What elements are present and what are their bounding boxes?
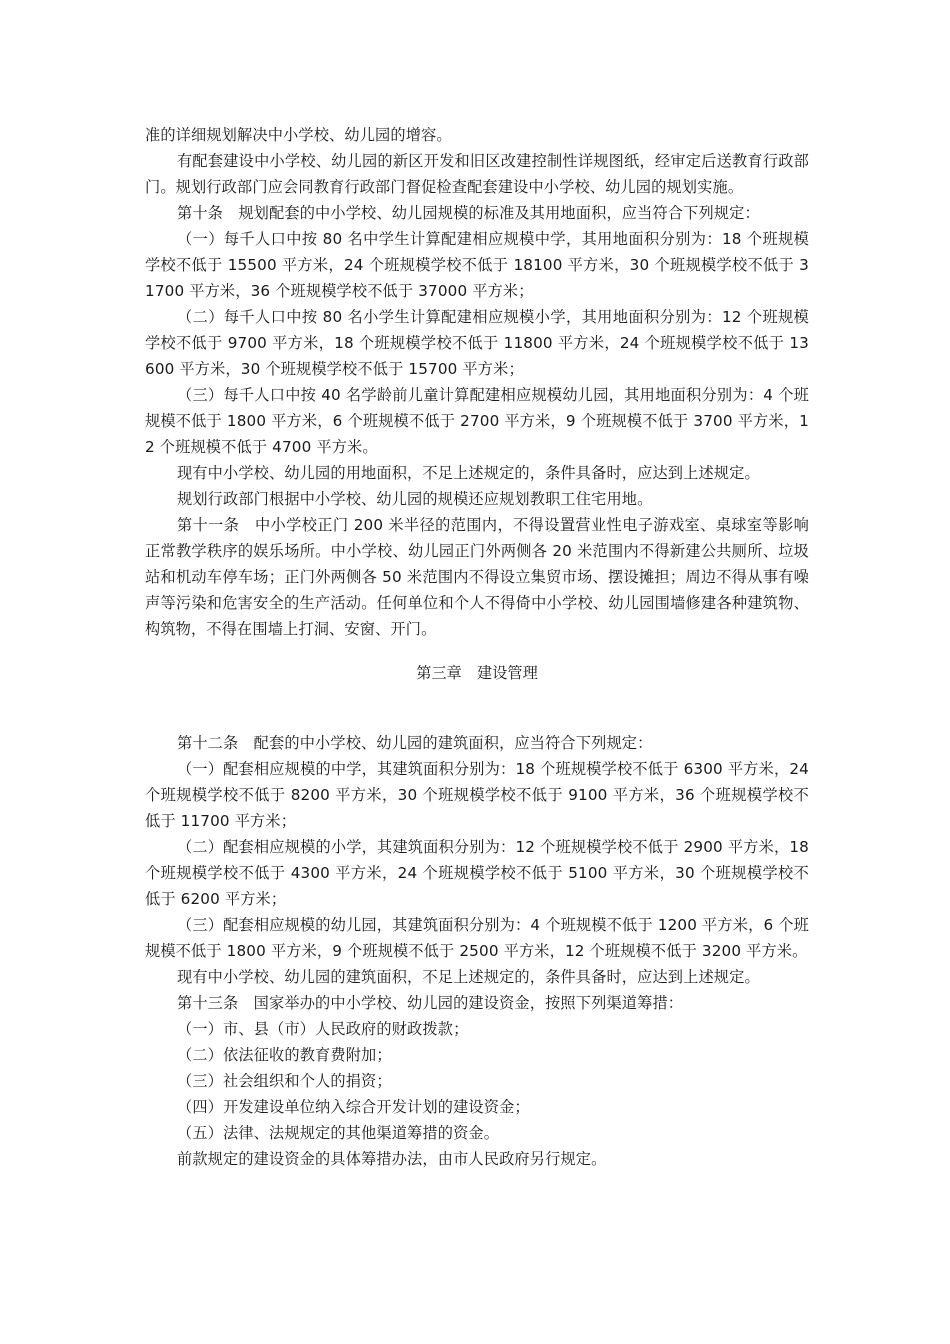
paragraph-existing-land: 现有中小学校、幼儿园的用地面积，不足上述规定的，条件具备时，应达到上述规定。 [177, 464, 760, 482]
article-10-item-1: （一）每千人口中按 80 名中学生计算配建相应规模中学，其用地面积分别为：18 个班规模学校不低于 15500 平方米，24 个班规模学校不低于 18100 平方米，30 个班规模学校不低于 31700 平方米，36 个班规模学校不低于 37000 平方米； [145, 230, 809, 300]
paragraph-existing-building: 现有中小学校、幼儿园的建筑面积，不足上述规定的，条件具备时，应达到上述规定。 [177, 968, 760, 986]
spacer [145, 686, 809, 730]
paragraph-staff-housing: 规划行政部门根据中小学校、幼儿园的规模还应规划教职工住宅用地。 [177, 490, 653, 508]
article-13-item-5: （五）法律、法规规定的其他渠道筹措的资金。 [177, 1124, 500, 1142]
chapter-heading: 第三章 建设管理 [416, 664, 538, 682]
article-10-title: 第十条 规划配套的中小学校、幼儿园规模的标准及其用地面积，应当符合下列规定： [177, 204, 760, 222]
article-10-item-2: （二）每千人口中按 80 名小学生计算配建相应规模小学，其用地面积分别为：12 个班规模学校不低于 9700 平方米，18 个班规模学校不低于 11800 平方米，24 个班规模学校不低于 13600 平方米，30 个班规模学校不低于 15700 平方米； [145, 308, 809, 378]
article-12-item-3: （三）配套相应规模的幼儿园，其建筑面积分别为：4 个班规模不低于 1200 平方米，6 个班规模不低于 1800 平方米，9 个班规模不低于 2500 平方米，12 个班规模不低于 3200 平方米。 [145, 916, 809, 960]
paragraph-continuation: 准的详细规划解决中小学校、幼儿园的增容。 [145, 126, 452, 144]
article-13-item-1: （一）市、县（市）人民政府的财政拨款； [177, 1020, 469, 1038]
article-12-title: 第十二条 配套的中小学校、幼儿园的建筑面积，应当符合下列规定： [177, 734, 653, 752]
article-13-item-4: （四）开发建设单位纳入综合开发计划的建设资金； [177, 1098, 530, 1116]
article-13-title: 第十三条 国家举办的中小学校、幼儿园的建设资金，按照下列渠道筹措： [177, 994, 684, 1012]
article-11: 第十一条 中小学校正门 200 米半径的范围内，不得设置营业性电子游戏室、桌球室等影响正常教学秩序的娱乐场所。中小学校、幼儿园正门外两侧各 20 米范围内不得新建公共厕所、垃圾站和机动车停车场；正门外两侧各 50 米范围内不得设立集贸市场、摆设摊担；周边不得从事有噪声等污染和危害安全的生产活动。任何单位和个人不得倚中小学校、幼儿园围墙修建各种建筑物、构筑物，不得在围墙上打洞、安窗、开门。 [145, 516, 809, 638]
article-12-item-2: （二）配套相应规模的小学，其建筑面积分别为：12 个班规模学校不低于 2900 平方米，18 个班规模学校不低于 4300 平方米，24 个班规模学校不低于 5100 平方米，30 个班规模学校不低于 6200 平方米； [145, 838, 809, 908]
paragraph-planning-drawings: 有配套建设中小学校、幼儿园的新区开发和旧区改建控制性详规图纸，经审定后送教育行政部门。规划行政部门应会同教育行政部门督促检查配套建设中小学校、幼儿园的规划实施。 [145, 152, 809, 196]
article-13-item-2: （二）依法征收的教育费附加； [177, 1046, 392, 1064]
paragraph-funding-measures: 前款规定的建设资金的具体筹措办法，由市人民政府另行规定。 [177, 1150, 607, 1168]
article-10-item-3: （三）每千人口中按 40 名学龄前儿童计算配建相应规模幼儿园，其用地面积分别为：4 个班规模不低于 1800 平方米，6 个班规模不低于 2700 平方米，9 个班规模不低于 3700 平方米，12 个班规模不低于 4700 平方米。 [145, 386, 809, 456]
article-12-item-1: （一）配套相应规模的中学，其建筑面积分别为：18 个班规模学校不低于 6300 平方米，24 个班规模学校不低于 8200 平方米，30 个班规模学校不低于 9100 平方米，36 个班规模学校不低于 11700 平方米； [145, 760, 809, 830]
document-page [145, 122, 809, 1172]
article-13-item-3: （三）社会组织和个人的捐资； [177, 1072, 392, 1090]
